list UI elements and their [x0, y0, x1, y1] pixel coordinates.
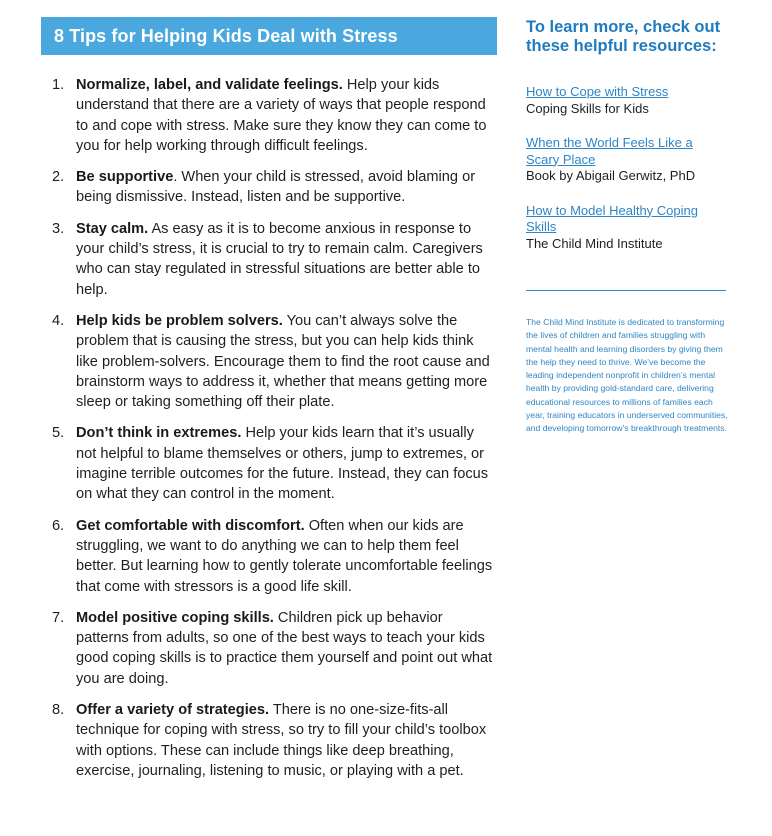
- resource-link[interactable]: How to Cope with Stress: [526, 84, 669, 99]
- tip-heading: Offer a variety of strategies.: [76, 702, 270, 719]
- tip-text: You can’t always solve the problem that is causing the stress, but you can help kids think like problem-solvers. Encourage them to find the root cause and brainstorm ways to address it, whether that means getting more sleep or taking something off their plate.: [76, 312, 490, 411]
- tip-number: 7.: [52, 609, 65, 626]
- tips-list: [41, 75, 497, 781]
- tip-heading: Stay calm.: [76, 220, 149, 237]
- tip-text: As easy as it is to become anxious in response to your child’s stress, it is crucial to try to remain calm. Caregivers who can stay regulated in stressful situations are better able to help.: [76, 220, 483, 298]
- title-bar: [41, 17, 497, 55]
- tip-text: . When your child is stressed, avoid blaming or being dismissive. Instead, listen and be supportive.: [76, 169, 476, 206]
- sidebar-divider: [526, 290, 726, 291]
- tip-item: [41, 167, 497, 208]
- tip-number: 3.: [52, 220, 65, 237]
- tip-heading: Model positive coping skills.: [76, 609, 274, 626]
- resource-source: Book by Abigail Gerwitz, PhD: [526, 168, 696, 183]
- resources-sidebar: [526, 18, 728, 436]
- tip-item: [41, 700, 497, 781]
- tip-text: Help your kids understand that there are a variety of ways that people respond to and cope with stress. Make sure they know they can come to you for help working through difficult feelings.: [76, 77, 487, 154]
- resource-link[interactable]: When the World Feels Like a Scary Place: [526, 135, 693, 167]
- tip-heading: Help kids be problem solvers.: [76, 312, 283, 329]
- about-text: The Child Mind Institute is dedicated to transforming the lives of children and families struggling with mental health and learning disorders by giving them the help they need to thrive. We’ve become the leading independent nonprofit in children’s mental health by providing gold-standard care, delivering educational resources to millions of families each year, training educators in underserved communities, and developing tomorrow’s breakthrough treatments.: [526, 317, 728, 434]
- resources-heading: To learn more, check out these helpful resources:: [526, 18, 721, 55]
- tip-number: 8.: [52, 702, 65, 719]
- resource-item: [526, 84, 728, 117]
- tip-heading: Don’t think in extremes.: [76, 425, 242, 442]
- page-title: 8 Tips for Helping Kids Deal with Stress: [54, 25, 398, 46]
- tip-item: [41, 75, 497, 156]
- tip-text: Often when our kids are struggling, we want to do anything we can to help them feel better. But learning how to gently tolerate uncomfortable feelings that come with stressors is a good life skill.: [76, 517, 493, 595]
- tip-text: Help your kids learn that it’s usually not helpful to blame themselves or others, jump to extremes, or imagine terrible outcomes for the future. Instead, they can focus on what they can control in the moment.: [76, 425, 489, 503]
- resource-source: Coping Skills for Kids: [526, 100, 649, 116]
- resource-item: [526, 203, 728, 253]
- tip-item: [41, 311, 497, 412]
- tip-number: 5.: [52, 425, 65, 442]
- resource-source: The Child Mind Institute: [526, 235, 663, 251]
- tip-number: 1.: [52, 77, 65, 93]
- tip-heading: Get comfortable with discomfort.: [76, 517, 305, 534]
- tip-heading: Normalize, label, and validate feelings.: [76, 77, 343, 93]
- tip-item: [41, 516, 497, 597]
- tip-number: 6.: [52, 517, 65, 534]
- resource-link[interactable]: How to Model Healthy Coping Skills: [526, 202, 698, 234]
- tip-text: Children pick up behavior patterns from adults, so one of the best ways to teach your kids good coping skills is to practice them yourself and point out what you are doing.: [76, 609, 493, 687]
- tip-number: 2.: [52, 169, 65, 186]
- tip-number: 4.: [52, 312, 65, 329]
- tip-heading: Be supportive: [76, 169, 174, 186]
- tip-item: [41, 423, 497, 504]
- tip-item: [41, 219, 497, 300]
- tip-item: [41, 608, 497, 689]
- resource-item: [526, 135, 728, 185]
- tip-text: There is no one-size-fits-all technique for coping with stress, so try to fill your child’s toolbox with options. These can include things like deep breathing, exercise, journaling, listening to music, or playing with a pet.: [76, 702, 487, 779]
- tips-panel: [41, 17, 497, 792]
